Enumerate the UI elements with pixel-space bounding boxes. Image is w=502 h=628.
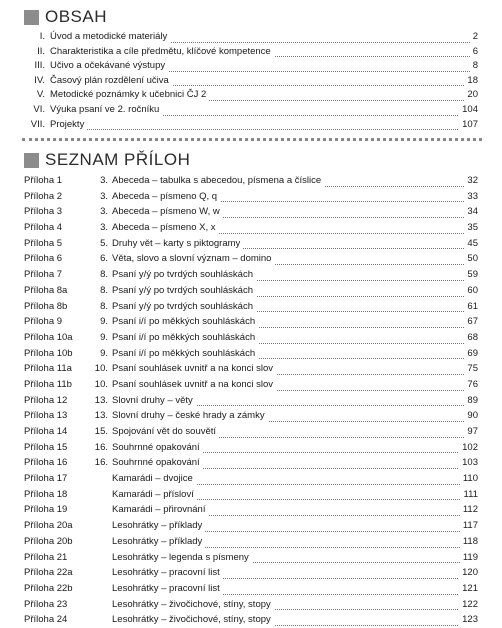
attachment-name: Příloha 2: [24, 190, 63, 202]
attachment-name: Příloha 1: [24, 175, 63, 186]
heading-square-icon: [24, 10, 39, 25]
attachment-lesson: 10.: [95, 377, 108, 393]
attachment-page: 117: [460, 518, 478, 534]
attachment-lesson: 8.: [100, 283, 108, 299]
attachment-page: 76: [464, 377, 478, 393]
attachment-page: 35: [464, 220, 478, 236]
contents-item-number: II.: [37, 45, 45, 57]
attachment-name: Příloha 8b: [24, 300, 68, 312]
attachment-name: Příloha 6: [24, 253, 63, 265]
contents-item-label: Učivo a očekávané výstupy: [50, 59, 168, 74]
attachment-page: 123: [459, 612, 478, 628]
attachment-label: Druhy vět – karty s piktogramy: [112, 236, 243, 252]
attachments-list: [0, 173, 502, 628]
attachment-name: Příloha 19: [24, 504, 68, 516]
attachment-lesson: 13.: [95, 408, 108, 424]
attachment-lesson: 16.: [95, 455, 108, 471]
attachment-label: Lesohrátky – pracovní list: [112, 565, 223, 581]
contents-item-page: 8: [470, 59, 478, 74]
attachment-name: Příloha 12: [24, 394, 68, 406]
attachment-page: 69: [464, 346, 478, 362]
contents-item-page: 20: [464, 88, 478, 103]
contents-item-page: 107: [459, 118, 478, 133]
attachment-lesson: 9.: [100, 330, 108, 346]
attachment-page: 119: [460, 550, 478, 566]
attachment-label: Souhrnné opakování: [112, 440, 203, 456]
contents-item-label: Úvod a metodické materiály: [50, 30, 170, 45]
attachment-label: Psaní souhlásek uvnitř a na konci slov: [112, 377, 276, 393]
attachment-name: Příloha 20b: [24, 535, 73, 547]
attachment-label: Lesohrátky – živočichové, stíny, stopy: [112, 597, 274, 613]
section-divider: [22, 138, 482, 141]
contents-item-label: Výuka psaní ve 2. ročníku: [50, 103, 162, 118]
attachment-lesson: 3.: [100, 173, 108, 189]
attachment-name: Příloha 3: [24, 206, 63, 218]
attachment-name: Příloha 11a: [24, 363, 72, 375]
attachment-page: 90: [464, 408, 478, 424]
attachment-page: 68: [464, 330, 478, 346]
attachment-lesson: 3.: [100, 204, 108, 220]
attachment-page: 97: [464, 424, 478, 440]
attachments-heading: [24, 150, 190, 170]
attachment-page: 121: [459, 581, 478, 597]
attachment-label: Psaní y/ý po tvrdých souhláskách: [112, 299, 256, 315]
attachment-name: Příloha 5: [24, 237, 63, 249]
attachment-lesson: 6.: [100, 251, 108, 267]
attachment-label: Lesohrátky – pracovní list: [112, 581, 223, 597]
contents-item-number: IV.: [34, 74, 45, 86]
attachment-page: 60: [464, 283, 478, 299]
contents-item-page: 2: [470, 30, 478, 45]
contents-heading: [24, 7, 107, 27]
attachment-label: Abeceda – písmeno Q, q: [112, 189, 220, 205]
attachment-page: 45: [464, 236, 478, 252]
attachment-name: Příloha 10b: [24, 347, 73, 359]
attachment-name: Příloha 22a: [24, 567, 73, 579]
attachment-page: 103: [459, 455, 478, 471]
attachment-name: Příloha 4: [24, 222, 63, 234]
attachment-label: Psaní y/ý po tvrdých souhláskách: [112, 267, 256, 283]
attachment-page: 33: [464, 189, 478, 205]
attachment-page: 102: [459, 440, 478, 456]
attachment-label: Psaní y/ý po tvrdých souhláskách: [112, 283, 256, 299]
attachment-lesson: 13.: [95, 393, 108, 409]
contents-item-number: III.: [34, 60, 45, 72]
contents-list: [0, 30, 502, 132]
attachment-page: 67: [464, 314, 478, 330]
attachment-label: Kamarádi – přirovnání: [112, 502, 208, 518]
attachment-page: 120: [459, 565, 478, 581]
attachment-lesson: 9.: [100, 314, 108, 330]
attachment-label: Kamarádi – dvojice: [112, 471, 196, 487]
attachment-page: 111: [461, 487, 478, 503]
attachment-lesson: 8.: [100, 299, 108, 315]
attachment-label: Souhrnné opakování: [112, 455, 203, 471]
attachment-name: Příloha 9: [24, 316, 63, 328]
attachment-label: Lesohrátky – živočichové, stíny, stopy: [112, 612, 274, 628]
attachment-label: Kamarádi – přísloví: [112, 487, 197, 503]
attachment-lesson: 15.: [95, 424, 108, 440]
attachment-lesson: 5.: [100, 236, 108, 252]
attachment-label: Věta, slovo a slovní význam – domino: [112, 251, 274, 267]
attachment-page: 59: [464, 267, 478, 283]
attachment-item[interactable]: [0, 612, 502, 628]
attachment-label: Slovní druhy – české hrady a zámky: [112, 408, 268, 424]
contents-item-number: V.: [36, 89, 45, 101]
attachment-page: 61: [464, 299, 478, 315]
attachment-label: Psaní i/í po měkkých souhláskách: [112, 346, 258, 362]
attachment-label: Psaní i/í po měkkých souhláskách: [112, 314, 258, 330]
attachment-label: Abeceda – písmeno X, x: [112, 220, 219, 236]
attachment-page: 122: [459, 597, 478, 613]
contents-item-number: I.: [39, 31, 45, 42]
attachment-name: Příloha 14: [24, 426, 68, 437]
contents-title: OBSAH: [45, 7, 108, 26]
attachment-name: Příloha 13: [24, 410, 68, 422]
attachment-label: Psaní i/í po měkkých souhláskách: [112, 330, 258, 346]
contents-item-label: Časový plán rozdělení učiva: [50, 74, 172, 89]
attachment-page: 110: [460, 471, 478, 487]
attachment-name: Příloha 22b: [24, 582, 73, 594]
contents-item-label: Charakteristika a cíle předmětu, klíčové kompetence: [50, 45, 274, 60]
attachment-name: Příloha 21: [24, 551, 68, 563]
attachment-label: Slovní druhy – věty: [112, 393, 196, 409]
attachment-label: Psaní souhlásek uvnitř a na konci slov: [112, 361, 276, 377]
attachment-lesson: 8.: [100, 267, 108, 283]
attachment-lesson: 3.: [100, 189, 108, 205]
attachment-page: 89: [464, 393, 478, 409]
attachment-name: Příloha 23: [24, 598, 68, 610]
attachment-lesson: 16.: [95, 440, 108, 456]
heading-square-icon: [24, 153, 39, 168]
contents-item-page: 104: [459, 103, 478, 118]
attachment-page: 75: [464, 361, 478, 377]
attachment-name: Příloha 17: [24, 473, 68, 485]
contents-item[interactable]: [0, 118, 502, 133]
attachment-page: 118: [460, 534, 478, 550]
attachment-label: Lesohrátky – legenda s písmeny: [112, 550, 252, 566]
attachment-label: Lesohrátky – příklady: [112, 534, 205, 550]
attachment-page: 34: [464, 204, 478, 220]
attachment-name: Příloha 15: [24, 441, 68, 453]
contents-item-page: 18: [464, 74, 478, 89]
attachment-label: Abeceda – tabulka s abecedou, písmena a číslice: [112, 173, 324, 189]
attachment-name: Příloha 24: [24, 614, 68, 626]
contents-item-label: Projekty: [50, 118, 87, 133]
contents-item-number: VI.: [33, 103, 45, 115]
contents-item-number: VII.: [30, 118, 45, 130]
attachment-name: Příloha 10a: [24, 331, 73, 343]
attachment-name: Příloha 7: [24, 269, 63, 281]
attachment-lesson: 10.: [95, 361, 108, 377]
attachment-page: 32: [464, 173, 478, 189]
attachment-label: Abeceda – písmeno W, w: [112, 204, 223, 220]
attachment-name: Příloha 11b: [24, 378, 72, 390]
attachments-title: SEZNAM PŘÍLOH: [45, 150, 191, 169]
contents-item-label: Metodické poznámky k učebnici ČJ 2: [50, 88, 209, 103]
attachment-name: Příloha 8a: [24, 284, 68, 296]
attachment-name: Příloha 20a: [24, 520, 73, 532]
attachment-page: 50: [464, 251, 478, 267]
attachment-lesson: 3.: [100, 220, 108, 236]
attachment-lesson: 9.: [100, 346, 108, 362]
attachment-page: 112: [460, 502, 478, 518]
contents-item-page: 6: [470, 45, 478, 60]
attachment-name: Příloha 16: [24, 457, 68, 469]
attachment-label: Lesohrátky – příklady: [112, 518, 205, 534]
attachment-label: Spojování vět do souvětí: [112, 424, 219, 440]
attachment-name: Příloha 18: [24, 488, 68, 500]
